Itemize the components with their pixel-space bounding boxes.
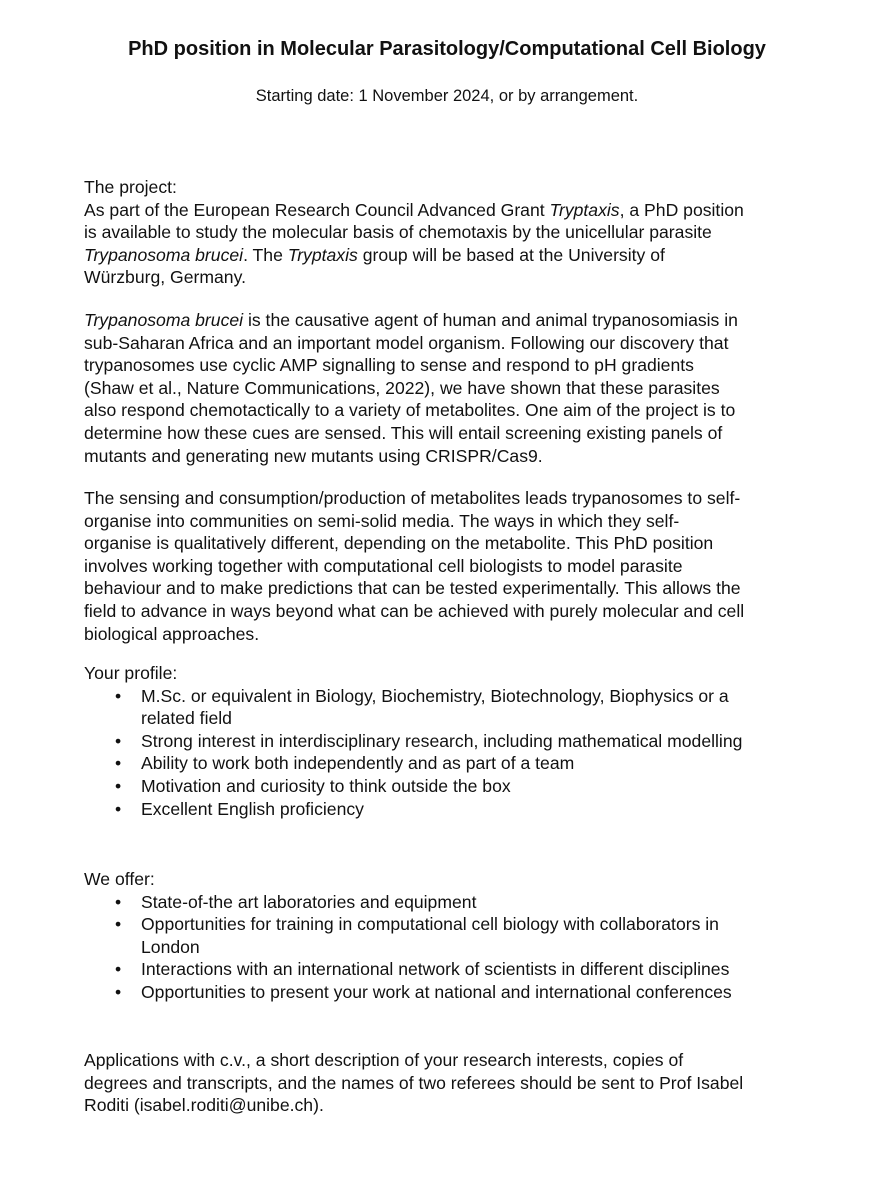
list-item <box>84 775 824 798</box>
list-item-text: State-of-the art laboratories and equipment <box>141 891 477 912</box>
section-heading: Your profile: <box>84 663 178 683</box>
text-segment: also respond chemotactically to a variety of metabolites. One aim of the project is to <box>84 400 736 421</box>
list-item-text: M.Sc. or equivalent in Biology, Biochemistry, Biotechnology, Biophysics or a <box>141 685 729 706</box>
text-line <box>84 266 824 289</box>
text-line <box>84 309 824 332</box>
text-line: degrees and transcripts, and the names of two referees should be sent to Prof Isabel <box>84 1072 744 1093</box>
italic-text: Tryptaxis <box>287 244 358 265</box>
page-title: PhD position in Molecular Parasitology/Computational Cell Biology <box>128 38 766 60</box>
text-line <box>84 332 824 355</box>
text-line <box>84 487 824 510</box>
list-item <box>84 798 824 821</box>
text-segment: The sensing and consumption/production of metabolites leads trypanosomes to self- <box>84 488 741 508</box>
starting-date: Starting date: 1 November 2024, or by arrangement. <box>255 87 639 105</box>
text-line <box>84 577 824 600</box>
text-line: Applications with c.v., a short description of your research interests, copies of <box>84 1050 684 1070</box>
list-item <box>84 891 824 914</box>
offer-section <box>84 868 824 1004</box>
text-line <box>84 422 824 445</box>
text-segment: field to advance in ways beyond what can be achieved with purely molecular and cell <box>84 600 745 621</box>
bullet-icon: • <box>115 775 122 796</box>
list-item <box>84 685 824 730</box>
text-line <box>84 199 824 222</box>
list-item-text: Excellent English proficiency <box>141 798 364 819</box>
list-item-text: Strong interest in interdisciplinary research, including mathematical modelling <box>141 730 743 751</box>
bullet-icon: • <box>115 798 122 819</box>
profile-list <box>84 685 824 821</box>
list-item-text: Opportunities to present your work at national and international conferences <box>141 981 732 1002</box>
text-line <box>84 600 824 623</box>
text-line <box>84 510 824 533</box>
text-segment: mutants and generating new mutants using CRISPR/Cas9. <box>84 445 543 466</box>
project-section <box>84 176 824 289</box>
bullet-icon: • <box>115 891 122 912</box>
bullet-icon: • <box>115 959 122 980</box>
text-line <box>84 623 824 646</box>
list-item <box>84 913 824 958</box>
text-segment: organise is qualitatively different, depending on the metabolite. This PhD position <box>84 533 714 554</box>
bullet-icon: • <box>115 981 122 1002</box>
text-segment: group will be based at the University of <box>357 244 665 265</box>
text-line <box>84 377 824 400</box>
section-heading: We offer: <box>84 869 155 889</box>
text-line <box>84 244 824 267</box>
text-segment: behaviour and to make predictions that can be tested experimentally. This allows the <box>84 578 741 599</box>
text-line <box>84 445 824 468</box>
list-item <box>84 981 824 1004</box>
project-paragraph-3 <box>84 487 824 645</box>
section-heading: The project: <box>84 177 177 197</box>
project-paragraph-2 <box>84 309 824 467</box>
text-line <box>84 221 824 244</box>
text-segment: is the causative agent of human and animal trypanosomiasis in <box>243 310 738 330</box>
text-line <box>84 532 824 555</box>
text-segment: (Shaw et al., Nature Communications, 2022), we have shown that these parasites <box>84 377 720 398</box>
text-segment: . The <box>243 244 288 265</box>
list-item-text: Opportunities for training in computational cell biology with collaborators in <box>141 914 719 935</box>
text-segment: is available to study the molecular basis of chemotaxis by the unicellular parasite <box>84 222 712 243</box>
text-line: Roditi (isabel.roditi@unibe.ch). <box>84 1095 324 1116</box>
list-item-text: Interactions with an international network of scientists in different disciplines <box>141 959 730 980</box>
text-line <box>84 399 824 422</box>
list-item-text: Motivation and curiosity to think outside the box <box>141 775 511 796</box>
list-item-text: related field <box>141 708 232 729</box>
text-segment: involves working together with computational cell biologists to model parasite <box>84 555 683 576</box>
text-segment: , a PhD position <box>619 199 744 220</box>
italic-text: Trypanosoma brucei <box>84 244 244 265</box>
profile-section <box>84 662 824 820</box>
italic-text: Tryptaxis <box>549 199 620 220</box>
text-segment: trypanosomes use cyclic AMP signalling to sense and respond to pH gradients <box>84 355 694 376</box>
list-item-text: Ability to work both independently and as part of a team <box>141 753 575 774</box>
list-item-text: London <box>141 936 200 957</box>
bullet-icon: • <box>115 914 122 935</box>
list-item <box>84 752 824 775</box>
bullet-icon: • <box>115 685 122 706</box>
text-line <box>84 555 824 578</box>
text-segment: organise into communities on semi-solid media. The ways in which they self- <box>84 510 680 531</box>
list-item <box>84 958 824 981</box>
text-line <box>84 354 824 377</box>
text-segment: determine how these cues are sensed. This will entail screening existing panels of <box>84 422 723 443</box>
text-segment: Würzburg, Germany. <box>84 267 246 288</box>
text-segment: As part of the European Research Council Advanced Grant <box>84 199 550 220</box>
applications-paragraph <box>84 1049 824 1117</box>
offer-list <box>84 891 824 1004</box>
text-segment: biological approaches. <box>84 623 260 644</box>
bullet-icon: • <box>115 753 122 774</box>
bullet-icon: • <box>115 730 122 751</box>
project-paragraph-1 <box>84 199 824 289</box>
italic-text: Trypanosoma brucei <box>84 310 244 330</box>
list-item <box>84 730 824 753</box>
text-segment: sub-Saharan Africa and an important model organism. Following our discovery that <box>84 332 729 353</box>
